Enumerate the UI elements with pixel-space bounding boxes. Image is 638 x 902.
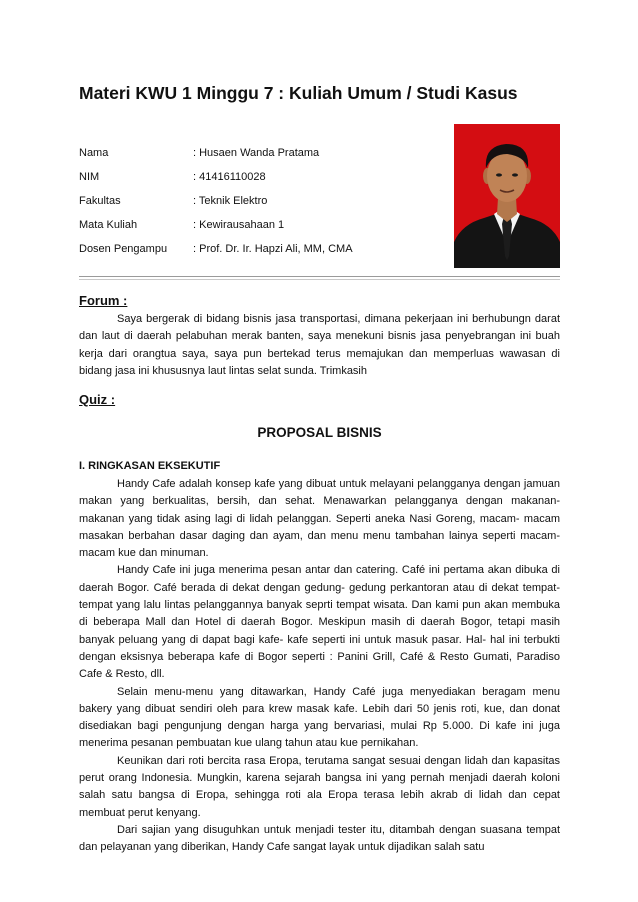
header-divider bbox=[79, 276, 560, 277]
identity-row bbox=[79, 243, 399, 267]
identity-value: : Prof. Dr. Ir. Hapzi Ali, MM, CMA bbox=[193, 243, 353, 255]
proposal-body bbox=[79, 476, 560, 857]
body-paragraph: Selain menu-menu yang ditawarkan, Handy Café juga menyediakan beragam menu bakery yang dibuat sendiri oleh para krew masak kafe. Lebih dari 50 jenis roti, kue, dan donat disediakan bagi pengunjung dengan harga yang bervariasi, mulai Rp 5.000. Di kafe ini juga menerima pesanan pembuatan kue ulang tahun atau kue pernikahan. bbox=[79, 685, 560, 750]
identity-label: Mata Kuliah bbox=[79, 219, 138, 231]
forum-paragraph: Saya bergerak di bidang bisnis jasa transportasi, dimana pekerjaan ini berhubungn darat dan laut di daerah pelabuhan merak banten, saya menekuni bisnis jasa penyebrangan ini buah kerja dari orangtua saya, saya pun bertekad terus memajukan dan memperluas wawasan di bidang jasa ini khususnya laut lintas selat sunda. Trimkasih bbox=[79, 313, 560, 377]
identity-value: : Husaen Wanda Pratama bbox=[193, 147, 320, 159]
identity-table bbox=[79, 147, 399, 267]
body-paragraph: Handy Cafe ini juga menerima pesan antar dan catering. Café ini pertama akan dibuka di daerah Bogor. Café berada di dekat dengan gedung- gedung perkantoran atau di dekat tempat- tempat yang lalu lintas pelanggannya banyak seprti tempat wisata. Dan kami pun akan membuka di beberapa Mall dan Hotel di daerah Bogor. Meskipun masih di daerah Bogor, tetapi masih banyak peluang yang di dapat bagi kafe- kafe seperti ini untuk masuk pasar. Hal- hal ini terbukti dengan eksisnya beberapa kafe di Bogor seperti : Panini Grill, Café & Resto Gumati, Paradiso Cafe & Resto, dll. bbox=[79, 564, 560, 681]
body-paragraph: Dari sajian yang disuguhkan untuk menjadi tester itu, ditambah dengan suasana tempat dan pelayanan yang diberikan, Handy Cafe sangat layak untuk dijadikan salah satu bbox=[79, 823, 560, 854]
identity-row bbox=[79, 147, 399, 171]
identity-value: : 41416110028 bbox=[193, 171, 266, 183]
identity-label: NIM bbox=[79, 171, 100, 183]
forum-heading: Forum : bbox=[79, 293, 128, 308]
proposal-title: PROPOSAL BISNIS bbox=[257, 425, 382, 440]
profile-photo bbox=[454, 124, 560, 268]
identity-row bbox=[79, 219, 399, 243]
identity-label: Dosen Pengampu bbox=[79, 243, 168, 255]
identity-value: : Kewirausahaan 1 bbox=[193, 219, 285, 231]
document-title: Materi KWU 1 Minggu 7 : Kuliah Umum / Studi Kasus bbox=[79, 83, 518, 103]
identity-value: : Teknik Elektro bbox=[193, 195, 268, 207]
portrait-illustration bbox=[454, 124, 560, 268]
identity-row bbox=[79, 171, 399, 195]
identity-label: Nama bbox=[79, 147, 109, 159]
section-heading: I. RINGKASAN EKSEKUTIF bbox=[79, 460, 221, 472]
identity-label: Fakultas bbox=[79, 195, 121, 207]
header-divider-secondary bbox=[79, 279, 560, 280]
body-paragraph: Keunikan dari roti bercita rasa Eropa, terutama sangat sesuai dengan lidah dan kapasitas perut orang Indonesia. Mungkin, karena sejarah bangsa ini yang pernah menjadi daerah koloni salah satu bangsa di Eropa, sehingga roti ala Eropa terasa lebih akrab di lidah dan cepat membuat perut kenyang. bbox=[79, 754, 560, 819]
identity-row bbox=[79, 195, 399, 219]
body-paragraph: Handy Cafe adalah konsep kafe yang dibuat untuk melayani pelangganya dengan jamuan makan yang berkualitas, bersih, dan sehat. Menawarkan pelangganya dengan makanan- makanan yang tidak asing lagi di lidah pelanggan. Seperti aneka Nasi Goreng, macam- macam masakan berbahan dasar daging dan ayam, dan menu menu tambahan lainya seperti macam- macam kue dan minuman. bbox=[79, 478, 560, 560]
quiz-heading: Quiz : bbox=[79, 392, 116, 407]
